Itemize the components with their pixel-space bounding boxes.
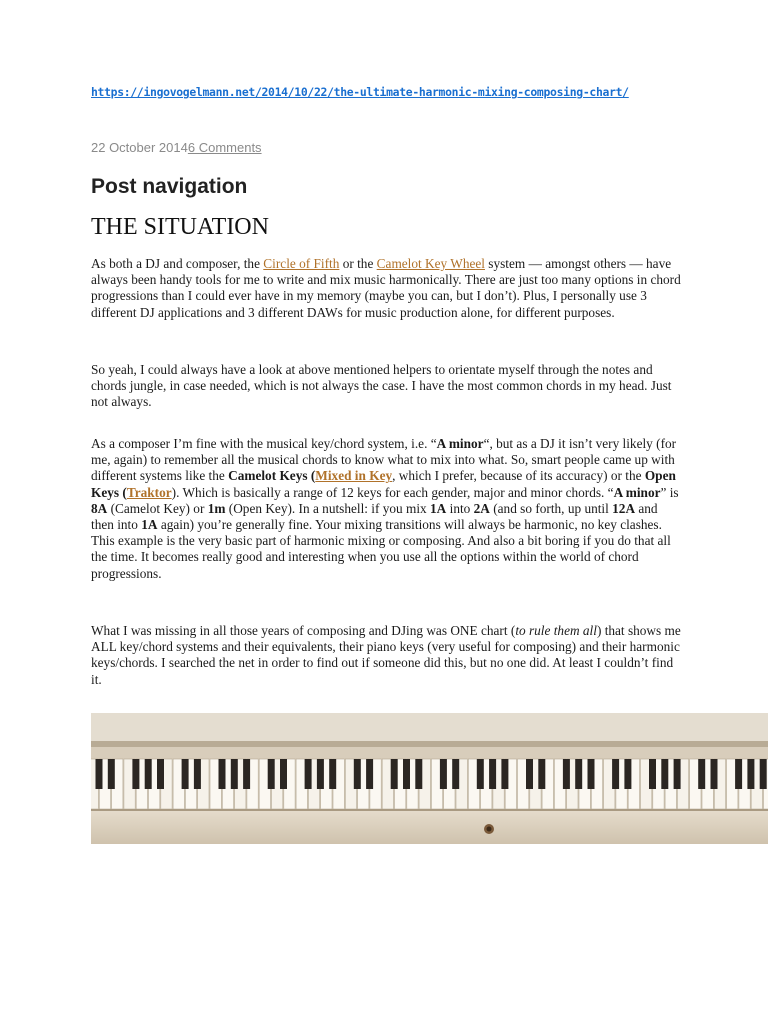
black-key — [661, 759, 668, 789]
black-key — [698, 759, 705, 789]
black-key — [674, 759, 681, 789]
black-key — [194, 759, 201, 789]
paragraph-missing-chart: What I was missing in all those years of composing and DJing was ONE chart (to rule them all) that shows me ALL key/chord systems and their equivalents, their piano keys (very useful for composing) and their harmonic keys/chords. I searched the net in order to find out if someone did this, but no one did. At least I couldn’t find it. — [91, 623, 681, 687]
mixed-in-key-link[interactable]: Mixed in Key — [315, 468, 393, 484]
paragraph-helpers: So yeah, I could always have a look at above mentioned helpers to orientate myself through the notes and chords jungle, in case needed, which is not always the case. I have the most common chords in my head. Just not always. — [91, 362, 672, 410]
black-key — [624, 759, 631, 789]
source-url-link[interactable]: https://ingovogelmann.net/2014/10/22/the-ultimate-harmonic-mixing-composing-chart/ — [91, 85, 629, 99]
post-meta — [91, 140, 262, 155]
black-key — [145, 759, 152, 789]
post-date: 22 October 2014 — [91, 140, 188, 155]
post-navigation-heading: Post navigation — [91, 175, 248, 198]
black-key — [760, 759, 767, 789]
black-key — [329, 759, 336, 789]
black-key — [489, 759, 496, 789]
black-key — [440, 759, 447, 789]
black-key — [157, 759, 164, 789]
black-key — [501, 759, 508, 789]
paragraph-key-systems: As a composer I’m fine with the musical key/chord system, i.e. “A minor“, but as a DJ it isn’t very likely (for me, again) to remember all the musical chords to know what to mix into what. So, smart people came up with different systems like the Camelot Keys (Mixed in Key, which I prefer, because of its accuracy) or the Open Keys (Traktor). Which is basically a range of 12 keys for each gender, major and minor chords. “A minor” is 8A (Camelot Key) or 1m (Open Key). In a nutshell: if you mix 1A into 2A (and so forth, up until 12A and then into 1A again) you’re generally fine. Your mixing transitions will always be harmonic, no key clashes. This example is the very basic part of harmonic mixing or composing. And also a bit boring if you do that all the time. It becomes really good and interesting when you use all the options within the world of chord progressions. — [91, 436, 679, 581]
piano-keyboard-photo — [91, 713, 768, 844]
black-key — [711, 759, 718, 789]
black-key — [132, 759, 139, 789]
black-key — [366, 759, 373, 789]
black-key — [268, 759, 275, 789]
camelot-key-wheel-link[interactable]: Camelot Key Wheel — [376, 256, 485, 271]
black-key — [280, 759, 287, 789]
black-key — [588, 759, 595, 789]
black-key — [747, 759, 754, 789]
black-key — [391, 759, 398, 789]
black-key — [735, 759, 742, 789]
black-key — [305, 759, 312, 789]
black-key — [96, 759, 103, 789]
black-key — [649, 759, 656, 789]
black-key — [538, 759, 545, 789]
black-key — [182, 759, 189, 789]
black-key — [526, 759, 533, 789]
black-key — [575, 759, 582, 789]
black-key — [612, 759, 619, 789]
comments-link[interactable]: 6 Comments — [187, 140, 262, 155]
section-title: THE SITUATION — [91, 214, 269, 240]
black-key — [477, 759, 484, 789]
black-key — [403, 759, 410, 789]
black-key — [354, 759, 361, 789]
black-key — [563, 759, 570, 789]
black-key — [219, 759, 226, 789]
paragraph-intro: As both a DJ and composer, the Circle of Fifth or the Camelot Key Wheel system — amongst others — have always been handy tools for me to write and mix music harmonically. There are just too many options in chord progressions than I could ever have in my memory (maybe you can, but I don’t). Plus, I personally use 3 different DJ applications and 3 different DAWs for music production alone, for different purposes. — [91, 256, 681, 320]
circle-of-fifth-link[interactable]: Circle of Fifth — [263, 256, 340, 271]
black-key — [243, 759, 250, 789]
traktor-link[interactable]: Traktor — [126, 484, 172, 500]
black-key — [108, 759, 115, 789]
black-key — [415, 759, 422, 789]
black-key — [452, 759, 459, 789]
black-key — [317, 759, 324, 789]
black-key — [231, 759, 238, 789]
